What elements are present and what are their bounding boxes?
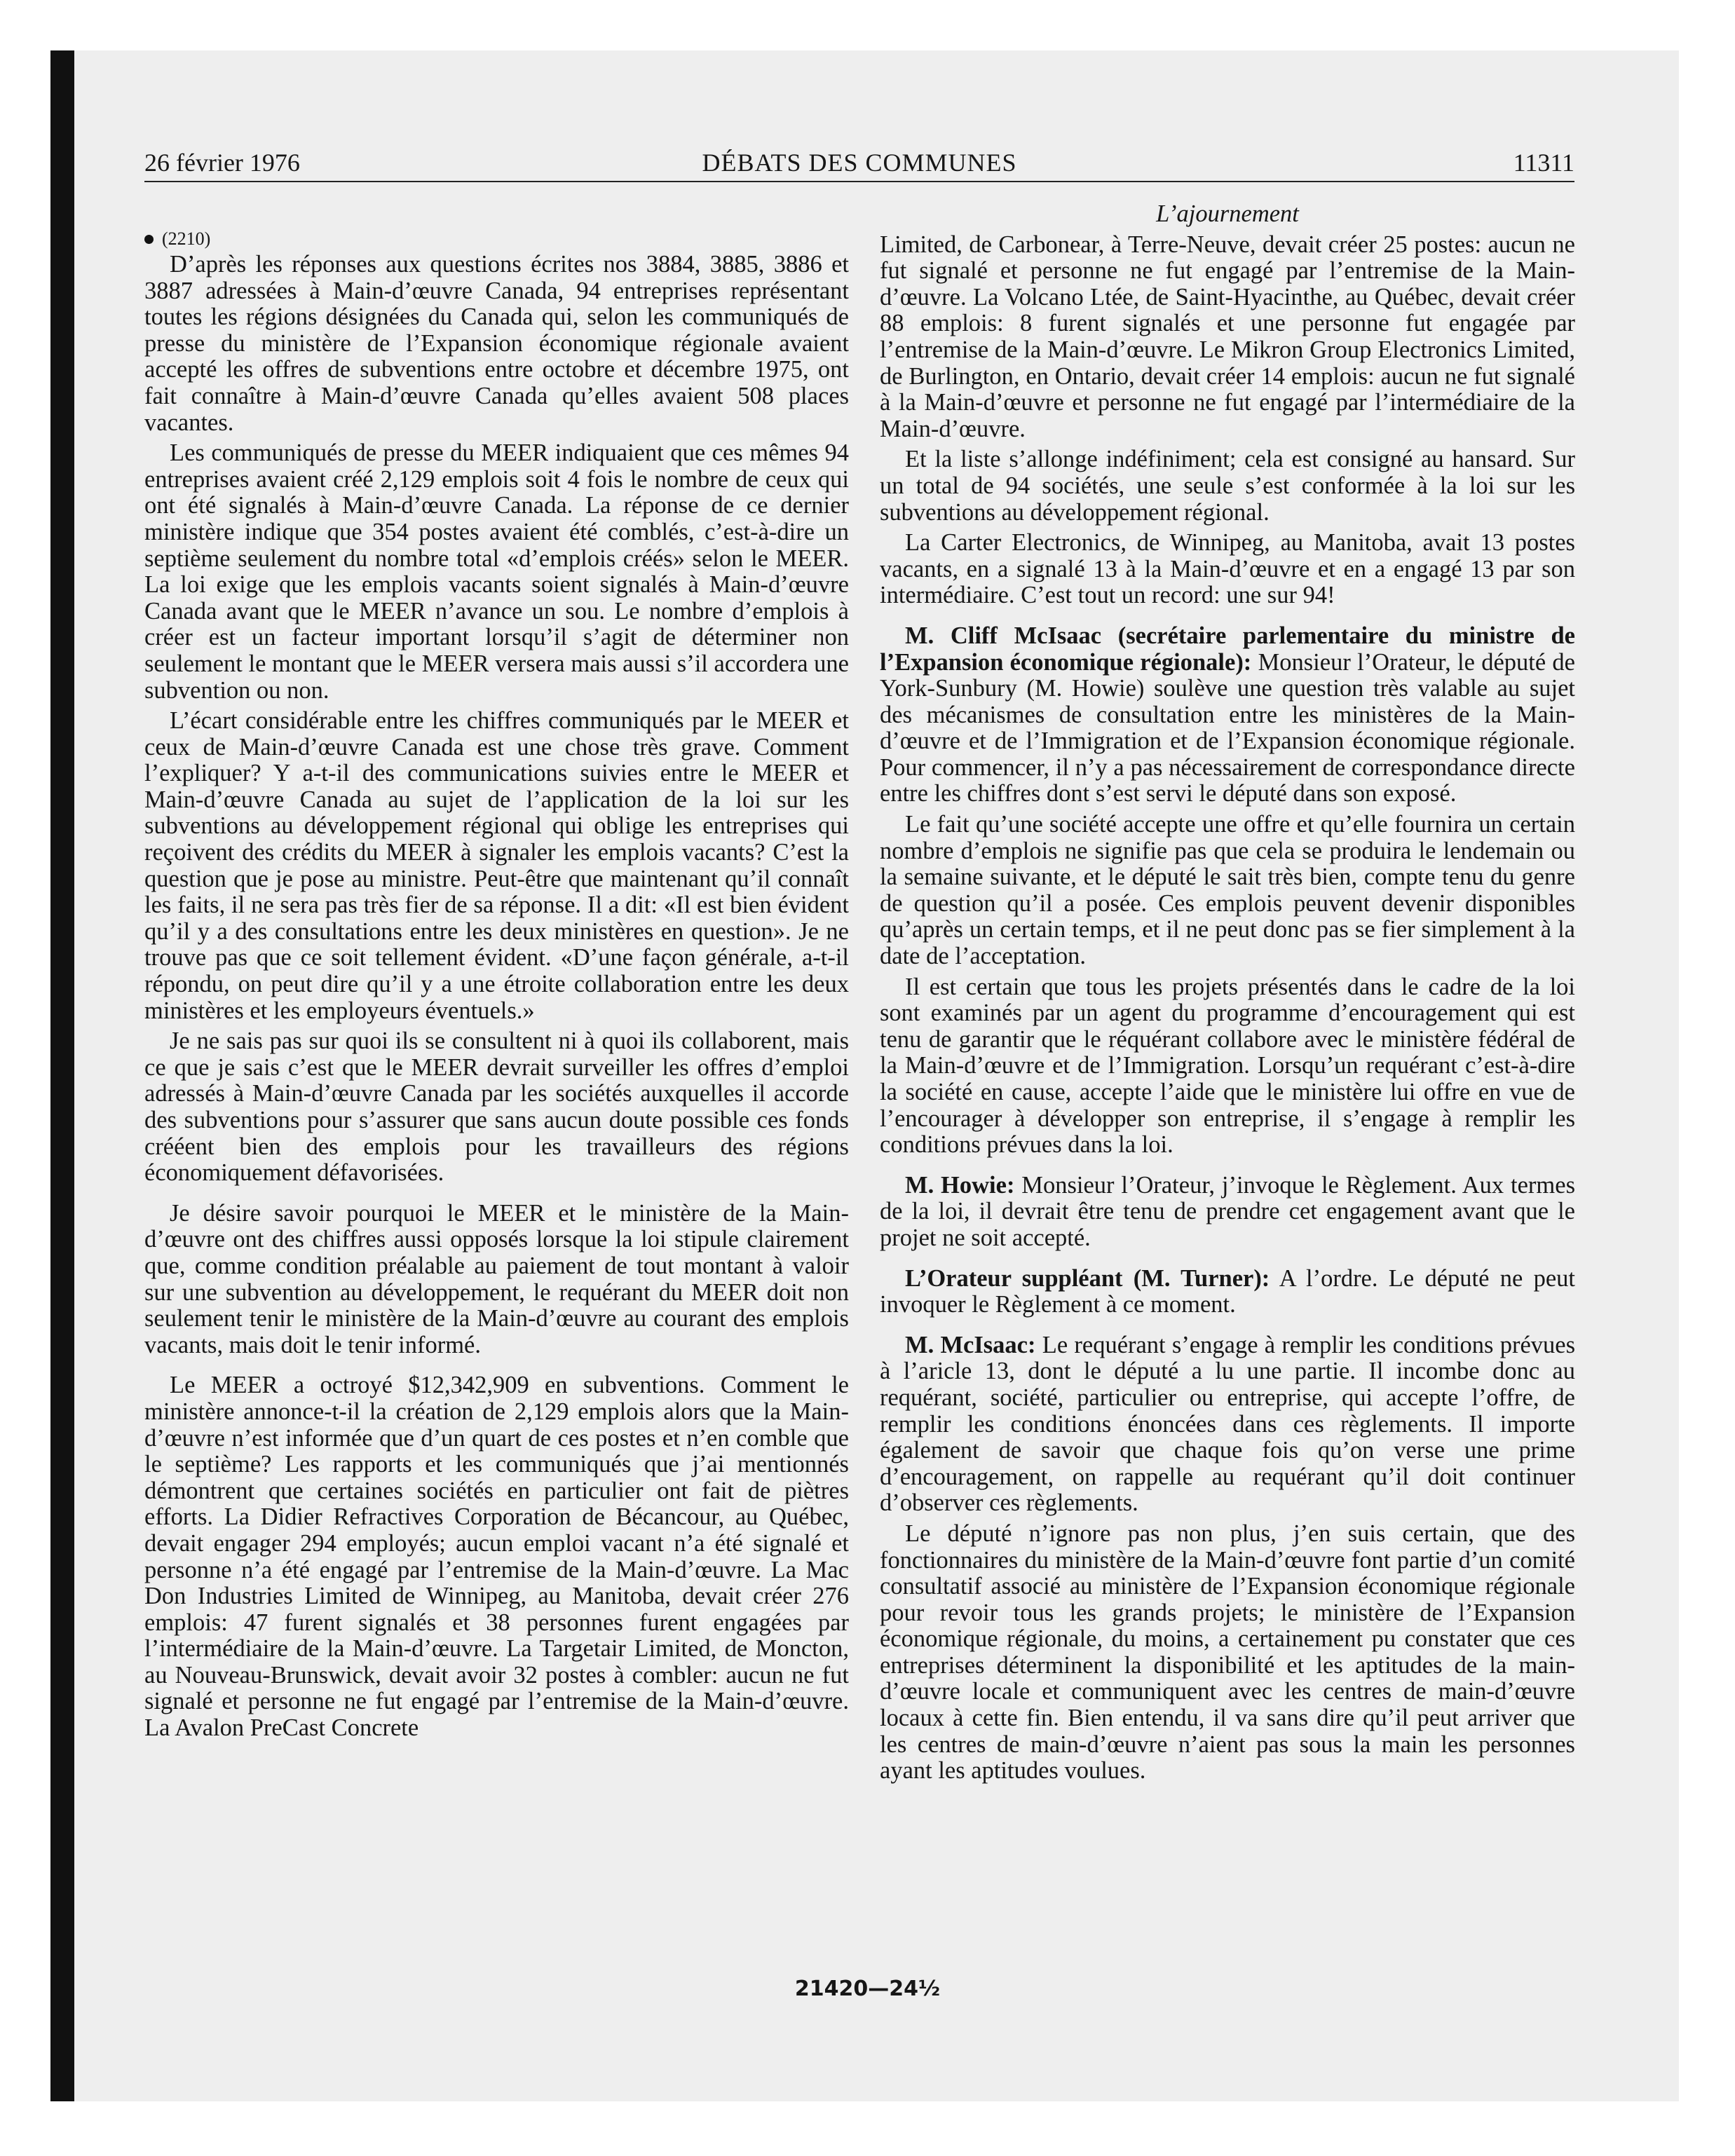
bullet-icon	[144, 235, 154, 244]
paragraph: Je ne sais pas sur quoi ils se consultent ni à quoi ils collaborent, mais ce que je sais c’est que le MEER devrait surveiller les offres d’emploi adressés à Main-d’œuvre Canada par les sociétés auxquelles il accorde des subventions pour s’assurer que sans aucun doute possible ces fonds crééent bien des emplois pour les travailleurs des régions économiquement défavorisées.	[144, 1028, 849, 1187]
speech-text: A l’ordre. Le député ne peut invoquer le Règlement à ce moment.	[880, 1264, 1575, 1318]
speech-text: Monsieur l’Orateur, j’invoque le Règlement. Aux termes de la loi, il devrait être tenu de prendre cet engagement avant que le projet ne soit accepté.	[880, 1171, 1575, 1251]
paragraph: Et la liste s’allonge indéfiniment; cela est consigné au hansard. Sur un total de 94 sociétés, une seule s’est conformée à la loi sur les subventions au développement régional.	[880, 446, 1575, 526]
speech-orateur	[880, 1266, 1575, 1318]
paragraph: Limited, de Carbonear, à Terre-Neuve, devait créer 25 postes: aucun ne fut signalé et personne ne fut engagé par l’entremise de la Main-d’œuvre. La Volcano Ltée, de Saint-Hyacinthe, au Québec, devait créer 88 emplois: 8 furent signalés et une personne fut engagée par l’entremise de la Main-d’œuvre. Le Mikron Group Electronics Limited, de Burlington, en Ontario, devait créer 14 emplois: aucun ne fut signalé à la Main-d’œuvre et personne ne fut engagé par l’intermédiaire de la Main-d’œuvre.	[880, 231, 1575, 442]
paragraph: La Carter Electronics, de Winnipeg, au Manitoba, avait 13 postes vacants, en a signalé 13 à la Main-d’œuvre et en a engagé 13 par son intermédiaire. C’est tout un record: une sur 94!	[880, 529, 1575, 609]
paragraph: Le député n’ignore pas non plus, j’en suis certain, que des fonctionnaires du ministère de la Main-d’œuvre font partie d’un comité consultatif associé au ministère de l’Expansion économique régionale pour revoir tous les grands projets; le ministère de l’Expansion économique régionale, du moins, a certainement pu constater que ces entreprises déterminent la disponibilité et les aptitudes de la main-d’œuvre locale et communiquent avec les centres de main-d’œuvre locaux à cette fin. Bien entendu, il va sans dire qu’il peut arriver que les centres de main-d’œuvre n’aient pas sous la main les personnes ayant les aptitudes voulues.	[880, 1520, 1575, 1785]
speech-howie	[880, 1173, 1575, 1252]
time-marker-text: (2210)	[162, 228, 211, 249]
paragraph: Il est certain que tous les projets présentés dans le cadre de la loi sont examinés par un agent du programme d’encouragement qui est tenu de garantir que le réquérant collabore avec le ministère fédéral de la Main-d’œuvre et de l’Immigration. Lorsqu’un requérant c’est-à-dire la société en cause, accepte l’aide que le ministère lui offre en vue de l’encourager à développer son entreprise, il s’engage à remplir les conditions prévues dans la loi.	[880, 973, 1575, 1159]
speech-text: Monsieur l’Orateur, le député de York-Sunbury (M. Howie) soulève une question très valable au sujet des mécanismes de consultation entre les ministères de la Main-d’œuvre et de l’Immigration et de l’Expansion économique régionale. Pour commencer, il n’y a pas nécessairement de correspondance directe entre les chiffres dont s’est servi le député dans son exposé.	[880, 648, 1575, 807]
paragraph: Les communiqués de presse du MEER indiquaient que ces mêmes 94 entreprises avaient créé 2,129 emplois soit 4 fois le nombre de ceux qui ont été signalés à Main-d’œuvre Canada. La réponse de ce dernier ministère indique que 354 postes avaient été comblés, c’est-à-dire un septième seulement du nombre total «d’emplois créés» selon le MEER. La loi exige que les emplois vacants soient signalés à Main-d’œuvre Canada avant que le MEER n’avance un sou. Le nombre d’emplois à créer est un facteur important lorsqu’il s’agit de déterminer non seulement le montant que le MEER versera mais aussi s’il accordera une subvention ou non.	[144, 439, 849, 704]
scan-edge	[50, 50, 74, 2101]
left-column	[144, 228, 849, 1746]
header-page-number: 11311	[1513, 149, 1574, 177]
speaker-name: M. Cliff McIsaac (secrétaire parlementaire du ministre de l’Expansion économique régionale):	[880, 622, 1575, 676]
speech-text: Le requérant s’engage à remplir les conditions prévues à l’aricle 13, dont le député a lu une partie. Il incombe donc au requérant, société, particulier ou entreprise, qui accepte l’offre, de remplir les conditions énoncées dans ces règlements. Il importe également de savoir que chaque fois qu’on verse une prime d’encouragement, on rappelle au requérant qu’il doit continuer d’observer ces règlements.	[880, 1331, 1576, 1517]
right-column	[880, 201, 1575, 1789]
section-title: L’ajournement	[1156, 200, 1299, 227]
speaker-name: M. McIsaac:	[905, 1331, 1036, 1358]
speech-mcisaac-2	[880, 1332, 1575, 1517]
header-title: DÉBATS DES COMMUNES	[702, 149, 1017, 177]
header-date: 26 février 1976	[144, 149, 300, 177]
speech-mcisaac	[880, 623, 1575, 807]
paragraph: Je désire savoir pourquoi le MEER et le ministère de la Main-d’œuvre ont des chiffres aussi opposés lorsque la loi stipule clairement que, comme condition préalable au paiement de tout montant à valoir sur une subvention au développement, le requérant du MEER doit non seulement tenir le ministère de la Main-d’œuvre au courant des emplois vacants, mais doit le tenir informé.	[144, 1199, 849, 1358]
paragraph: Le MEER a octroyé $12,342,909 en subventions. Comment le ministère annonce-t-il la création de 2,129 emplois alors que la Main-d’œuvre n’est informée que d’un quart de ces postes et n’en comble que le septième? Les rapports et les communiqués que j’ai mentionnés démontrent que certaines sociétés en particulier ont fait de piètres efforts. La Didier Refractives Corporation de Bécancour, au Québec, devait engager 294 employés; aucun emploi vacant n’a été signalé et personne n’a été engagé par l’entremise de la Main-d’œuvre. La Mac Don Industries Limited de Winnipeg, au Manitoba, devait créer 276 emplois: 47 furent signalés et 38 personnes furent engagées par l’intermédiaire de la Main-d’œuvre. La Targetair Limited, de Moncton, au Nouveau-Brunswick, devait avoir 32 postes à combler: aucun ne fut signalé et personne ne fut engagé par l’entremise de la Main-d’œuvre. La Avalon PreCast Concrete	[144, 1372, 849, 1742]
speaker-name: L’Orateur suppléant (M. Turner):	[905, 1264, 1270, 1292]
time-marker	[144, 228, 849, 250]
paragraph: D’après les réponses aux questions écrites nos 3884, 3885, 3886 et 3887 adressées à Main-d’œuvre Canada, 94 entreprises représentant toutes les régions désignées du Canada qui, selon les communiqués de presse du ministère de l’Expansion économique régionale avaient accepté les offres de subventions entre octobre et décembre 1975, ont fait connaître à Main-d’œuvre Canada qu’elles avaient 508 places vacantes.	[144, 251, 849, 436]
paragraph: Le fait qu’une société accepte une offre et qu’elle fournira un certain nombre d’emplois ne signifie pas que cela se produira le lendemain ou la semaine suivante, et le député le sait très bien, compte tenu du genre de question qu’il a posée. Ces emplois peuvent devenir disponibles qu’après un certain temps, et il ne peut donc pas se fier simplement à la date de l’acceptation.	[880, 811, 1575, 970]
header-rule	[144, 181, 1574, 182]
footer-signature: 21420—24½	[794, 1977, 941, 2001]
speaker-name: M. Howie:	[905, 1171, 1015, 1199]
paragraph: L’écart considérable entre les chiffres communiqués par le MEER et ceux de Main-d’œuvre Canada est une chose très grave. Comment l’expliquer? Y a-t-il des communications suivies entre le MEER et Main-d’œuvre Canada au sujet de l’application de la loi sur les subventions au développement régional qui oblige les entreprises qui reçoivent des crédits du MEER à signaler les emplois vacants? C’est la question que je pose au ministre. Peut-être que maintenant qu’il connaît les faits, il ne sera pas très fier de sa réponse. Il a dit: «Il est bien évident qu’il y a des consultations entre les deux ministères en question». Je ne trouve pas que ce soit tellement évident. «D’une façon générale, a-t-il répondu, on peut dire qu’il y a une étroite collaboration entre les deux ministères et les employeurs éventuels.»	[144, 707, 849, 1024]
page-header	[144, 144, 1574, 181]
